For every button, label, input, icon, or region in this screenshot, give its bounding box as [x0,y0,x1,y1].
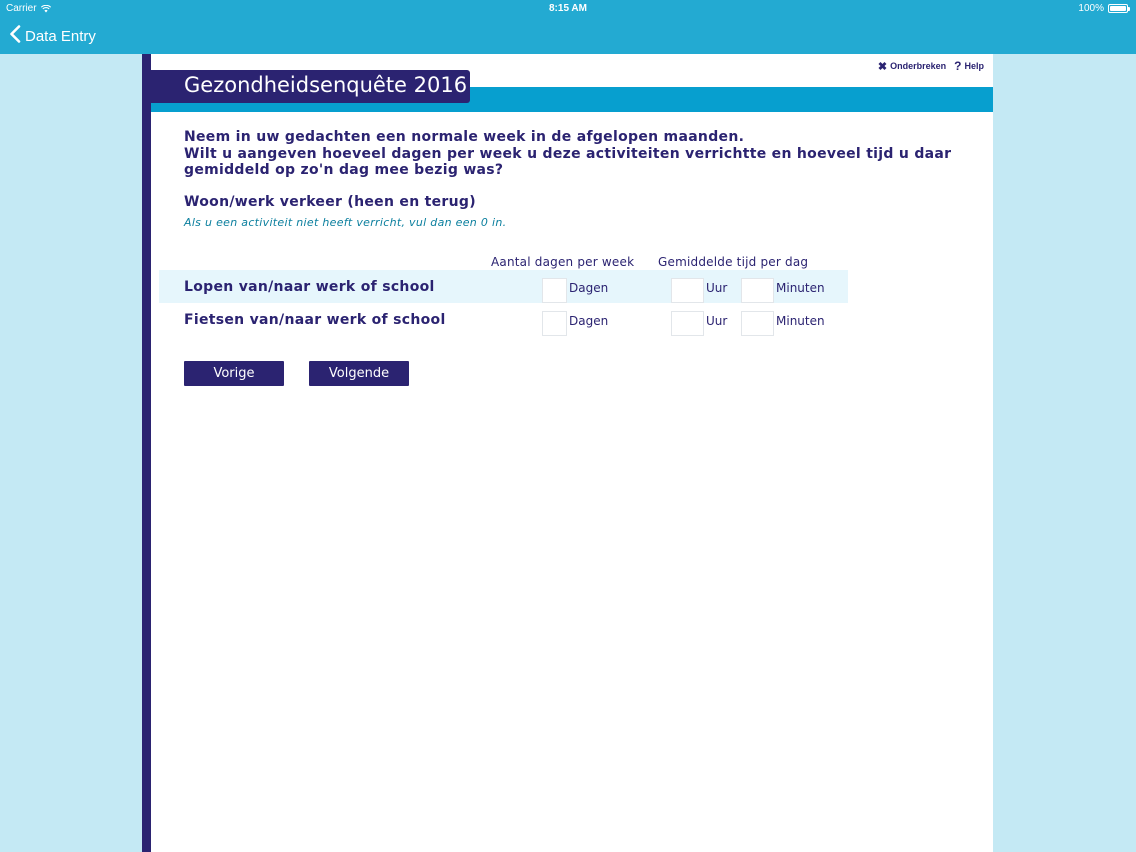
activity-row [159,303,848,336]
question-intro [184,129,989,179]
panel-left-stripe [142,54,151,852]
days-input[interactable] [542,311,567,336]
next-button[interactable]: Volgende [309,361,409,386]
instruction-hint: Als u een activiteit niet heeft verricht, vul dan een 0 in. [184,215,507,229]
minutes-unit: Minuten [776,314,825,328]
carrier-label: Carrier [6,3,37,14]
hours-input[interactable] [671,311,704,336]
interrupt-link[interactable] [878,59,946,73]
hours-unit: Uur [706,281,728,295]
column-header-time: Gemiddelde tijd per dag [658,255,809,269]
status-time: 8:15 AM [549,3,587,14]
activity-row [159,270,848,303]
back-button-label: Data Entry [25,27,96,45]
hours-unit: Uur [706,314,728,328]
intro-line-2: Wilt u aangeven hoeveel dagen per week u deze activiteiten verrichtte en hoeveel tijd u daar gemiddeld op zo'n dag mee bezig was? [184,145,952,178]
chevron-left-icon [9,25,21,47]
battery-percentage: 100% [1078,3,1104,14]
help-label: Help [964,61,984,71]
previous-button[interactable]: Vorige [184,361,284,386]
minutes-unit: Minuten [776,281,825,295]
battery-icon [1108,4,1128,13]
help-link[interactable] [954,59,984,73]
ios-nav-bar [0,0,1136,54]
section-title: Woon/werk verkeer (heen en terug) [184,193,476,210]
intro-line-1: Neem in uw gedachten een normale week in de afgelopen maanden. [184,129,745,145]
activity-label: Lopen van/naar werk of school [184,279,435,295]
days-unit: Dagen [569,314,609,328]
days-unit: Dagen [569,281,609,295]
page-title: Gezondheidsenquête 2016 [184,73,468,97]
interrupt-label: Onderbreken [890,61,947,71]
column-header-days: Aantal dagen per week [491,255,635,269]
status-battery [1078,3,1128,14]
survey-panel [151,54,993,852]
question-icon: ? [954,59,962,73]
back-button[interactable] [9,25,96,47]
activity-label: Fietsen van/naar werk of school [184,312,446,328]
days-input[interactable] [542,278,567,303]
minutes-input[interactable] [741,311,774,336]
top-links [878,59,984,73]
hours-input[interactable] [671,278,704,303]
minutes-input[interactable] [741,278,774,303]
question-content [184,129,989,229]
close-icon: ✖ [877,60,888,73]
